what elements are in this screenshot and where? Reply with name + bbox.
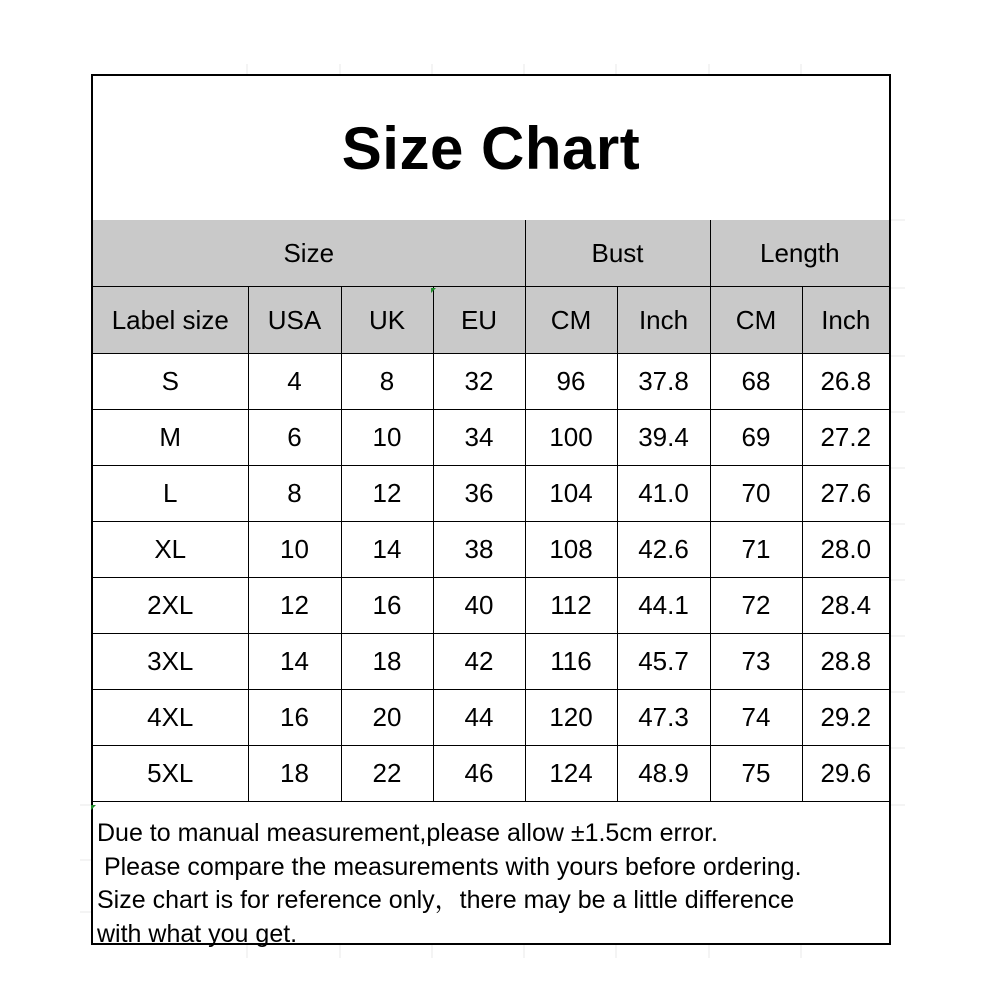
header-size: Size — [93, 220, 525, 287]
table-row — [93, 578, 889, 634]
table-row — [93, 634, 889, 690]
cell-bust-cm: 100 — [525, 410, 617, 466]
header-uk: UK — [341, 287, 433, 354]
cell-marker — [431, 288, 436, 293]
header-bust-cm: CM — [525, 287, 617, 354]
cell-eu: 32 — [433, 354, 525, 410]
cell-label-size: 4XL — [93, 690, 248, 746]
cell-label-size: L — [93, 466, 248, 522]
cell-length-inch: 26.8 — [802, 354, 889, 410]
cell-usa: 8 — [248, 466, 341, 522]
cell-eu: 38 — [433, 522, 525, 578]
cell-bust-inch: 47.3 — [617, 690, 710, 746]
cell-length-inch: 28.0 — [802, 522, 889, 578]
table-row — [93, 690, 889, 746]
cell-bust-inch: 39.4 — [617, 410, 710, 466]
cell-length-inch: 28.8 — [802, 634, 889, 690]
cell-bust-inch: 45.7 — [617, 634, 710, 690]
cell-bust-inch: 37.8 — [617, 354, 710, 410]
cell-length-cm: 73 — [710, 634, 802, 690]
cell-usa: 14 — [248, 634, 341, 690]
cell-length-cm: 68 — [710, 354, 802, 410]
note-line: with what you get. — [97, 919, 298, 948]
cell-length-inch: 28.4 — [802, 578, 889, 634]
cell-bust-inch: 48.9 — [617, 746, 710, 802]
table-row — [93, 410, 889, 466]
cell-length-inch: 29.2 — [802, 690, 889, 746]
cell-uk: 10 — [341, 410, 433, 466]
cell-bust-cm: 116 — [525, 634, 617, 690]
cell-bust-inch: 42.6 — [617, 522, 710, 578]
table-row — [93, 466, 889, 522]
cell-bust-inch: 41.0 — [617, 466, 710, 522]
notes — [93, 807, 889, 948]
size-table — [93, 220, 889, 802]
cell-eu: 40 — [433, 578, 525, 634]
cell-usa: 10 — [248, 522, 341, 578]
cell-length-inch: 27.2 — [802, 410, 889, 466]
cell-length-cm: 74 — [710, 690, 802, 746]
cell-uk: 22 — [341, 746, 433, 802]
cell-bust-cm: 112 — [525, 578, 617, 634]
cell-usa: 16 — [248, 690, 341, 746]
header-usa: USA — [248, 287, 341, 354]
cell-uk: 16 — [341, 578, 433, 634]
cell-usa: 6 — [248, 410, 341, 466]
cell-uk: 20 — [341, 690, 433, 746]
header-length-inch: Inch — [802, 287, 889, 354]
title-box — [93, 76, 889, 222]
cell-length-inch: 29.6 — [802, 746, 889, 802]
cell-length-inch: 27.6 — [802, 466, 889, 522]
header-length: Length — [710, 220, 889, 287]
table-body — [93, 354, 889, 802]
cell-label-size: S — [93, 354, 248, 410]
cell-uk: 18 — [341, 634, 433, 690]
size-chart — [91, 74, 891, 948]
cell-length-cm: 70 — [710, 466, 802, 522]
cell-eu: 34 — [433, 410, 525, 466]
cell-length-cm: 71 — [710, 522, 802, 578]
header-bust-inch: Inch — [617, 287, 710, 354]
cell-label-size: 3XL — [93, 634, 248, 690]
group-header-row — [93, 220, 889, 287]
header-label-size: Label size — [93, 287, 248, 354]
cell-label-size: 2XL — [93, 578, 248, 634]
cell-label-size: XL — [93, 522, 248, 578]
cell-usa: 18 — [248, 746, 341, 802]
page-title: Size Chart — [341, 114, 641, 182]
cell-usa: 4 — [248, 354, 341, 410]
table-row — [93, 354, 889, 410]
cell-bust-cm: 120 — [525, 690, 617, 746]
header-eu: EU — [433, 287, 525, 354]
note-line: Please compare the measurements with yours before ordering. — [97, 852, 802, 881]
cell-bust-cm: 124 — [525, 746, 617, 802]
cell-uk: 8 — [341, 354, 433, 410]
cell-uk: 12 — [341, 466, 433, 522]
sub-header-row — [93, 287, 889, 354]
cell-bust-cm: 104 — [525, 466, 617, 522]
cell-bust-inch: 44.1 — [617, 578, 710, 634]
cell-usa: 12 — [248, 578, 341, 634]
cell-eu: 42 — [433, 634, 525, 690]
cell-length-cm: 69 — [710, 410, 802, 466]
cell-label-size: 5XL — [93, 746, 248, 802]
cell-uk: 14 — [341, 522, 433, 578]
note-line: Size chart is for reference only，there may be a little difference — [97, 886, 795, 914]
cell-eu: 36 — [433, 466, 525, 522]
note-line: Due to manual measurement,please allow ±1.5cm error. — [97, 819, 718, 847]
table-row — [93, 746, 889, 802]
cell-bust-cm: 108 — [525, 522, 617, 578]
header-length-cm: CM — [710, 287, 802, 354]
cell-length-cm: 72 — [710, 578, 802, 634]
header-bust: Bust — [525, 220, 710, 287]
cell-eu: 44 — [433, 690, 525, 746]
cell-length-cm: 75 — [710, 746, 802, 802]
cell-label-size: M — [93, 410, 248, 466]
cell-marker — [91, 805, 96, 810]
table-row — [93, 522, 889, 578]
cell-eu: 46 — [433, 746, 525, 802]
cell-bust-cm: 96 — [525, 354, 617, 410]
